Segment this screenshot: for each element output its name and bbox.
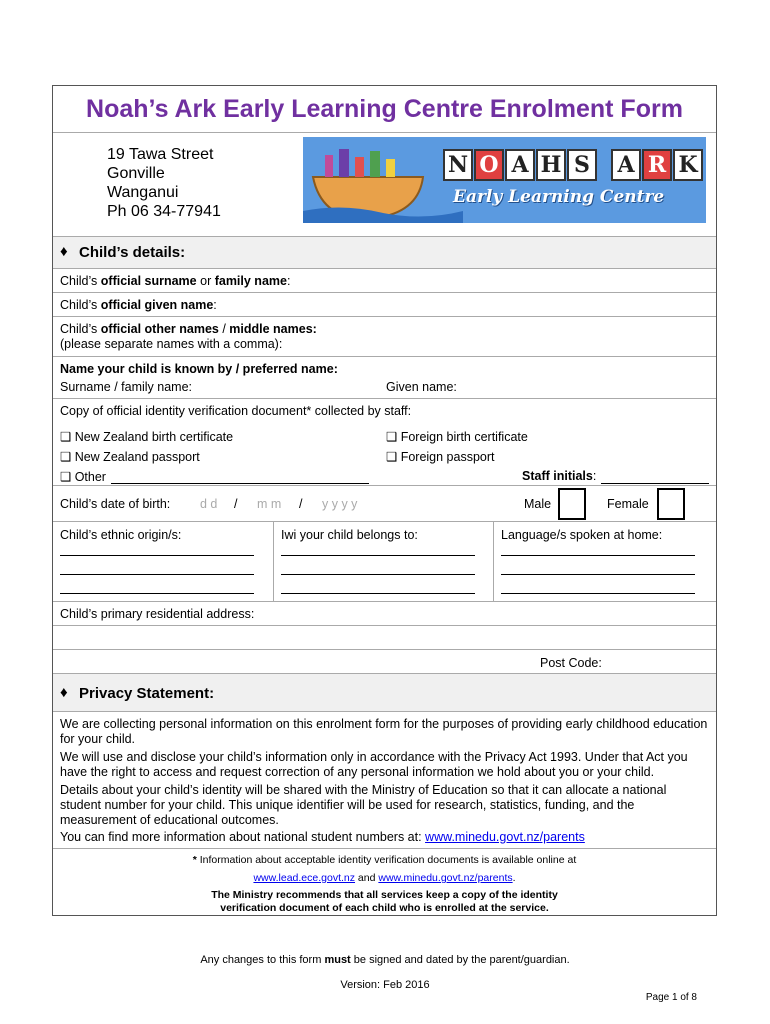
language-line[interactable] — [501, 555, 695, 556]
dob-row — [53, 485, 716, 521]
address-suburb: Gonville — [107, 165, 165, 182]
dob-month[interactable]: m m — [257, 497, 282, 511]
diamond-icon: ♦ — [60, 684, 68, 701]
iwi-line[interactable] — [281, 593, 475, 594]
logo-letter: N — [443, 149, 473, 181]
address-phone: Ph 06 34-77941 — [107, 203, 221, 220]
diamond-icon: ♦ — [60, 243, 68, 260]
logo-subtitle: Early Learning Centre — [453, 187, 665, 207]
privacy-nsn-paragraph: You can find more information about national student numbers at: www.minedu.govt.nz/parents — [60, 830, 585, 844]
male-label: Male — [524, 497, 552, 511]
checkbox-icon[interactable]: ❑ — [60, 450, 72, 464]
language-line[interactable] — [501, 593, 695, 594]
foreign-passport-option[interactable]: ❑ Foreign passport — [386, 450, 495, 464]
dob-slash: / — [234, 497, 238, 511]
privacy-paragraph: We will use and disclose your child’s information only in accordance with the Privacy Act 1993. Under that Act you have the right to access and request correction of any personal information we hold about you or your child. — [60, 750, 688, 779]
known-as-row[interactable] — [53, 356, 716, 398]
staff-initials-label: Staff initials: — [522, 469, 597, 483]
ethnic-line[interactable] — [60, 555, 254, 556]
version-label: Version: Feb 2016 — [340, 979, 430, 991]
staff-initials-line[interactable] — [601, 483, 709, 484]
checkbox-icon[interactable]: ❑ — [386, 430, 398, 444]
residential-label: Child’s primary residential address: — [60, 607, 255, 621]
language-line[interactable] — [501, 574, 695, 575]
iwi-line[interactable] — [281, 574, 475, 575]
female-label: Female — [607, 497, 649, 511]
privacy-heading: Privacy Statement: — [79, 685, 215, 702]
enrolment-form — [52, 85, 717, 916]
dob-year[interactable]: y y y y — [322, 497, 358, 511]
logo-letter: H — [536, 149, 566, 181]
postcode-row[interactable] — [53, 649, 716, 673]
ministry-recommendation-2: verification document of each child who is enrolled at the service. — [220, 902, 549, 914]
logo-letter: R — [642, 149, 672, 181]
logo-letters — [443, 149, 703, 181]
centre-address — [107, 145, 221, 221]
residential-input-row[interactable] — [53, 625, 716, 649]
surname-label: Child’s official surname or family name: — [60, 274, 291, 288]
privacy-header — [53, 673, 716, 711]
form-title: Noah’s Ark Early Learning Centre Enrolment Form — [86, 95, 683, 123]
nz-passport-option[interactable]: ❑ New Zealand passport — [60, 450, 200, 464]
other-doc-line[interactable] — [111, 483, 369, 484]
minedu-parents-link[interactable]: www.minedu.govt.nz/parents — [425, 830, 585, 844]
other-names-label: Child’s official other names / middle names: — [60, 322, 317, 336]
checkbox-icon[interactable]: ❑ — [60, 470, 72, 484]
privacy-body — [53, 711, 716, 848]
known-as-heading: Name your child is known by / preferred name: — [60, 362, 338, 376]
known-given-label: Given name: — [386, 380, 457, 394]
foreign-birth-cert-option[interactable]: ❑ Foreign birth certificate — [386, 430, 528, 444]
child-details-header — [53, 236, 716, 268]
ethnic-line[interactable] — [60, 593, 254, 594]
language-label: Language/s spoken at home: — [501, 528, 663, 542]
dob-day[interactable]: d d — [200, 497, 218, 511]
other-option[interactable]: ❑ Other — [60, 470, 106, 484]
female-checkbox[interactable] — [657, 488, 685, 520]
logo-letter: K — [673, 149, 703, 181]
other-names-row[interactable] — [53, 316, 716, 356]
logo-letter: O — [474, 149, 504, 181]
id-document-label: Copy of official identity verification document* collected by staff: — [60, 404, 412, 418]
known-surname-label: Surname / family name: — [60, 380, 192, 394]
dob-slash: / — [299, 497, 303, 511]
address-street: 19 Tawa Street — [107, 146, 214, 163]
notes-row — [53, 848, 716, 915]
other-names-note: (please separate names with a comma): — [60, 337, 283, 351]
privacy-paragraph: Details about your child’s identity will be shared with the Ministry of Education so that it can allocate a national student number for your child. This unique identifier will be used for research, statistics, funding, and the measurement of educational outcomes. — [60, 783, 667, 827]
iwi-line[interactable] — [281, 555, 475, 556]
page-number: Page 1 of 8 — [645, 992, 697, 1003]
postcode-label: Post Code: — [540, 656, 602, 670]
nz-birth-cert-option[interactable]: ❑ New Zealand birth certificate — [60, 430, 234, 444]
id-info-links: www.lead.ece.govt.nz and www.minedu.govt.nz/parents. — [253, 872, 516, 884]
logo-letter: A — [505, 149, 535, 181]
ministry-recommendation: The Ministry recommends that all services keep a copy of the identity — [211, 889, 558, 901]
lead-ece-link[interactable]: www.lead.ece.govt.nz — [253, 872, 356, 884]
checkbox-icon[interactable]: ❑ — [60, 430, 72, 444]
dob-label: Child’s date of birth: — [60, 497, 171, 511]
ethnic-label: Child’s ethnic origin/s: — [60, 528, 182, 542]
privacy-paragraph: We are collecting personal information on this enrolment form for the purposes of providing early childhood education for your child. — [60, 717, 708, 746]
header-row — [53, 132, 716, 236]
given-name-label: Child’s official given name: — [60, 298, 217, 312]
logo-letter: S — [567, 149, 597, 181]
origin-row — [53, 521, 716, 601]
changes-note: Any changes to this form must be signed and dated by the parent/guardian. — [200, 954, 570, 966]
id-info-note: * Information about acceptable identity verification documents is available online at — [192, 854, 577, 866]
minedu-link[interactable]: www.minedu.govt.nz/parents — [378, 872, 513, 884]
given-name-row[interactable] — [53, 292, 716, 316]
iwi-label: Iwi your child belongs to: — [281, 528, 418, 542]
logo-letter: A — [611, 149, 641, 181]
male-checkbox[interactable] — [558, 488, 586, 520]
checkbox-icon[interactable]: ❑ — [386, 450, 398, 464]
ethnic-line[interactable] — [60, 574, 254, 575]
id-document-row — [53, 398, 716, 485]
address-city: Wanganui — [107, 184, 179, 201]
surname-row[interactable] — [53, 268, 716, 292]
child-details-heading: Child’s details: — [79, 244, 186, 261]
centre-logo — [303, 137, 706, 223]
residential-label-row — [53, 601, 716, 625]
